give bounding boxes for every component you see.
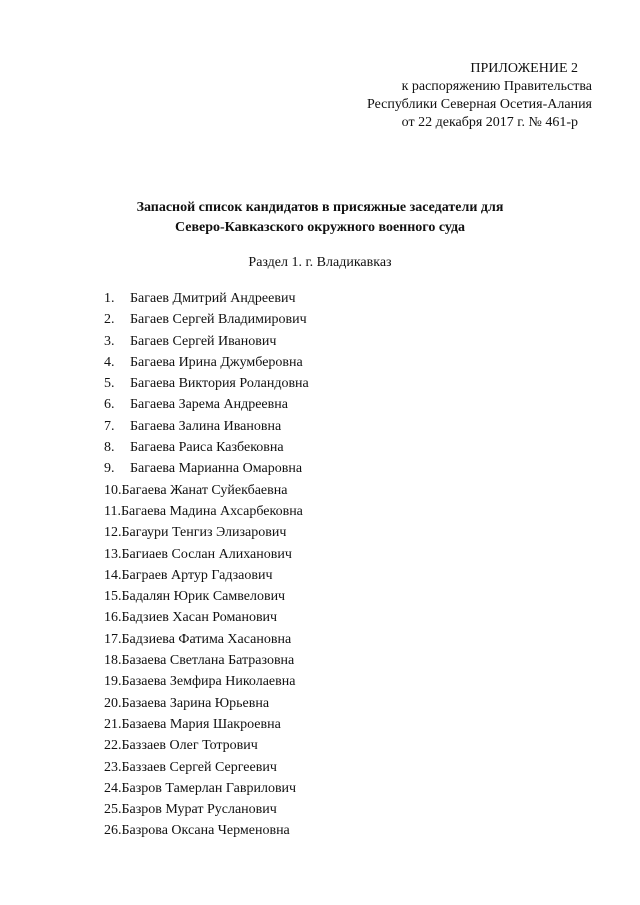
candidate-number: 18.	[104, 653, 122, 669]
list-item	[104, 652, 584, 673]
candidate-number: 20.	[104, 695, 122, 711]
candidate-name: Багаева Мадина Ахсарбековна	[120, 503, 303, 519]
candidate-name: Багаева Жанат Суйекбаевна	[121, 482, 288, 498]
candidate-number: 6.	[104, 397, 115, 413]
appendix-title: ПРИЛОЖЕНИЕ 2	[470, 61, 578, 76]
candidate-number: 7.	[104, 418, 115, 434]
candidate-name: Багаева Раиса Казбековна	[130, 440, 284, 456]
candidate-name: Багаев Дмитрий Андреевич	[130, 291, 296, 306]
list-item	[104, 567, 584, 588]
appendix-header	[292, 60, 592, 132]
candidate-number: 3.	[104, 333, 115, 349]
candidate-name: Базров Тамерлан Гаврилович	[121, 780, 297, 796]
candidate-name: Бадзиева Фатима Хасановна	[121, 631, 292, 647]
candidate-name: Баззаев Олег Тотрович	[121, 738, 258, 754]
list-item	[104, 460, 584, 481]
candidate-name: Баззаев Сергей Сергеевич	[121, 759, 277, 775]
candidate-list	[104, 290, 584, 844]
list-item	[104, 418, 584, 439]
candidate-name: Багаева Марианна Омаровна	[130, 461, 303, 477]
candidate-name: Багаева Виктория Роландовна	[130, 376, 309, 392]
list-item	[104, 333, 584, 354]
list-item	[104, 588, 584, 609]
candidate-number: 25.	[104, 802, 122, 818]
candidate-name: Багаев Сергей Владимирович	[130, 312, 307, 328]
candidate-number: 24.	[104, 780, 122, 796]
list-item	[104, 695, 584, 716]
order-date-line: от 22 декабря 2017 г. № 461-р	[401, 115, 578, 130]
candidate-number: 14.	[104, 567, 122, 583]
list-item	[104, 503, 584, 524]
list-item	[104, 673, 584, 694]
list-item	[104, 375, 584, 396]
document-title	[0, 198, 640, 238]
list-item	[104, 759, 584, 780]
candidate-name: Базрова Оксана Черменовна	[121, 823, 290, 839]
candidate-name: Багаури Тенгиз Элизарович	[121, 525, 287, 541]
candidate-name: Багаева Ирина Джумберовна	[130, 354, 303, 370]
section-title: Раздел 1. г. Владикавказ	[248, 255, 392, 270]
list-item	[104, 822, 584, 843]
candidate-number: 15.	[104, 589, 122, 605]
list-item	[104, 737, 584, 758]
candidate-name: Базаева Земфира Николаевна	[121, 674, 296, 690]
candidate-number: 22.	[104, 738, 122, 754]
candidate-number: 17.	[104, 631, 122, 647]
candidate-name: Бадзиев Хасан Романович	[121, 610, 278, 626]
candidate-number: 19.	[104, 674, 122, 690]
list-item	[104, 524, 584, 545]
candidate-number: 21.	[104, 716, 122, 732]
candidate-number: 13.	[104, 546, 122, 562]
document-title-line-1: Запасной список кандидатов в присяжные заседатели для	[136, 200, 504, 215]
candidate-number: 2.	[104, 312, 115, 328]
candidate-number: 23.	[104, 759, 122, 775]
order-reference-line: к распоряжению Правительства	[401, 79, 592, 94]
republic-line: Республики Северная Осетия-Алания	[367, 97, 592, 112]
candidate-name: Багиаев Сослан Алиханович	[121, 546, 292, 562]
candidate-number: 16.	[104, 610, 122, 626]
candidate-name: Базров Мурат Русланович	[121, 802, 277, 818]
candidate-name: Базаева Светлана Батразовна	[121, 653, 295, 669]
candidate-number: 1.	[104, 291, 115, 306]
list-item	[104, 439, 584, 460]
list-item	[104, 546, 584, 567]
list-item	[104, 354, 584, 375]
candidate-number: 5.	[104, 376, 115, 392]
candidate-name: Баграев Артур Гадзаович	[121, 567, 273, 583]
list-item	[104, 716, 584, 737]
list-item	[104, 290, 584, 311]
candidate-number: 26.	[104, 823, 122, 839]
list-item	[104, 482, 584, 503]
list-item	[104, 631, 584, 652]
list-item	[104, 311, 584, 332]
candidate-name: Базаева Мария Шакроевна	[121, 716, 281, 732]
candidate-number: 8.	[104, 440, 115, 456]
candidate-number: 4.	[104, 354, 115, 370]
candidate-name: Багаева Зарема Андреевна	[130, 397, 288, 413]
candidate-name: Багаев Сергей Иванович	[130, 333, 277, 349]
document-title-line-2: Северо-Кавказского окружного военного суда	[174, 220, 466, 235]
list-item	[104, 801, 584, 822]
candidate-name: Багаева Залина Ивановна	[130, 418, 282, 434]
candidate-number: 9.	[104, 461, 115, 477]
candidate-number: 12.	[104, 525, 122, 541]
list-item	[104, 609, 584, 630]
candidate-number: 11.	[104, 503, 121, 519]
list-item	[104, 780, 584, 801]
candidate-number: 10.	[104, 482, 122, 498]
candidate-name: Базаева Зарина Юрьевна	[121, 695, 270, 711]
candidate-name: Бадалян Юрик Самвелович	[121, 589, 286, 605]
list-item	[104, 396, 584, 417]
